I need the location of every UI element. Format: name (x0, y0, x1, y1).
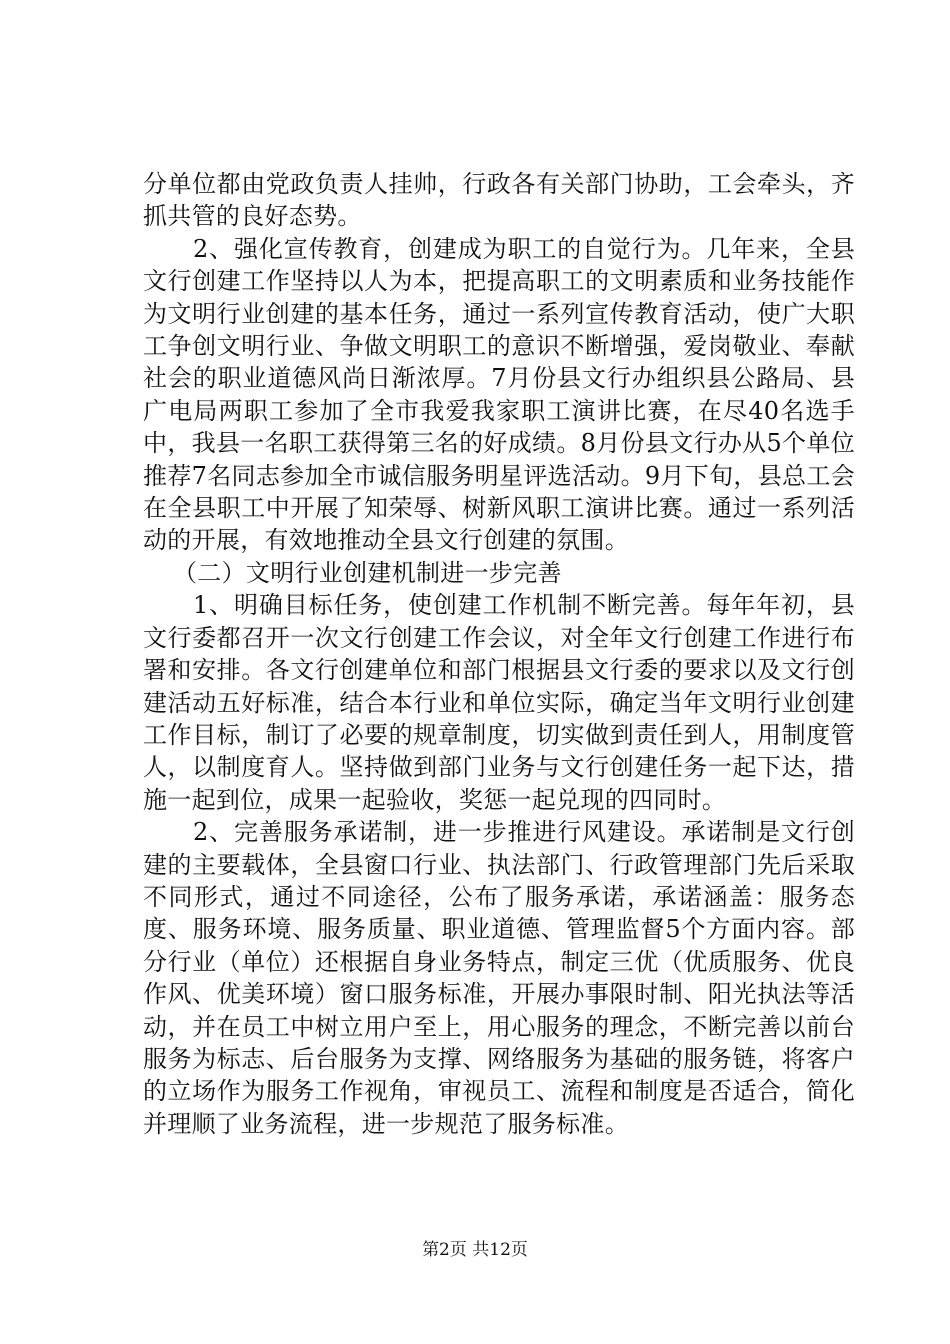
paragraph-item-2-commitment: 2、完善服务承诺制，进一步推进行风建设。承诺制是文行创建的主要载体，全县窗口行业、执法部门、行政管理部门先后采取不同形式，通过不同途径，公布了服务承诺，承诺涵盖：服务态度、服务环境、服务质量、职业道德、管理监督5个方面内容。部分行业（单位）还根据自身业务特点，制定三优（优质服务、优良作风、优美环境）窗口服务标准，开展办事限时制、阳光执法等活动，并在员工中树立用户至上，用心服务的理念，不断完善以前台服务为标志、后台服务为支撑、网络服务为基础的服务链，将客户的立场作为服务工作视角，审视员工、流程和制度是否适合，简化并理顺了业务流程，进一步规范了服务标准。 (143, 818, 855, 1138)
section-heading: （二）文明行业创建机制进一步完善 (173, 558, 562, 587)
paragraph-item-1-targets: 1、明确目标任务，使创建工作机制不断完善。每年年初，县文行委都召开一次文行创建工作会议，对全年文行创建工作进行布署和安排。各文行创建单位和部门根据县文行委的要求以及文行创建活动五好标准，结合本行业和单位实际，确定当年文明行业创建工作目标，制订了必要的规章制度，切实做到责任到人，用制度管人，以制度育人。坚持做到部门业务与文行创建任务一起下达，措施一起到位，成果一起验收，奖惩一起兑现的四同时。 (143, 591, 855, 814)
paragraph-item-2-publicity: 2、强化宣传教育，创建成为职工的自觉行为。几年来，全县文行创建工作坚持以人为本，把提高职工的文明素质和业务技能作为文明行业创建的基本任务，通过一系列宣传教育活动，使广大职工争创文明行业、争做文明职工的意识不断增强，爱岗敬业、奉献社会的职业道德风尚日渐浓厚。7月份县文行办组织县公路局、县广电局两职工参加了全市我爱我家职工演讲比赛，在尽40名选手中，我县一名职工获得第三名的好成绩。8月份县文行办从5个单位推荐7名同志参加全市诚信服务明星评选活动。9月下旬，县总工会在全县职工中开展了知荣辱、树新风职工演讲比赛。通过一系列活动的开展，有效地推动全县文行创建的氛围。 (143, 234, 855, 555)
page-footer: 第2页 共12页 (422, 1240, 528, 1260)
paragraph-continuation: 分单位都由党政负责人挂帅，行政各有关部门协助，工会牵头，齐抓共管的良好态势。 (143, 170, 855, 231)
document-body (143, 168, 855, 1140)
